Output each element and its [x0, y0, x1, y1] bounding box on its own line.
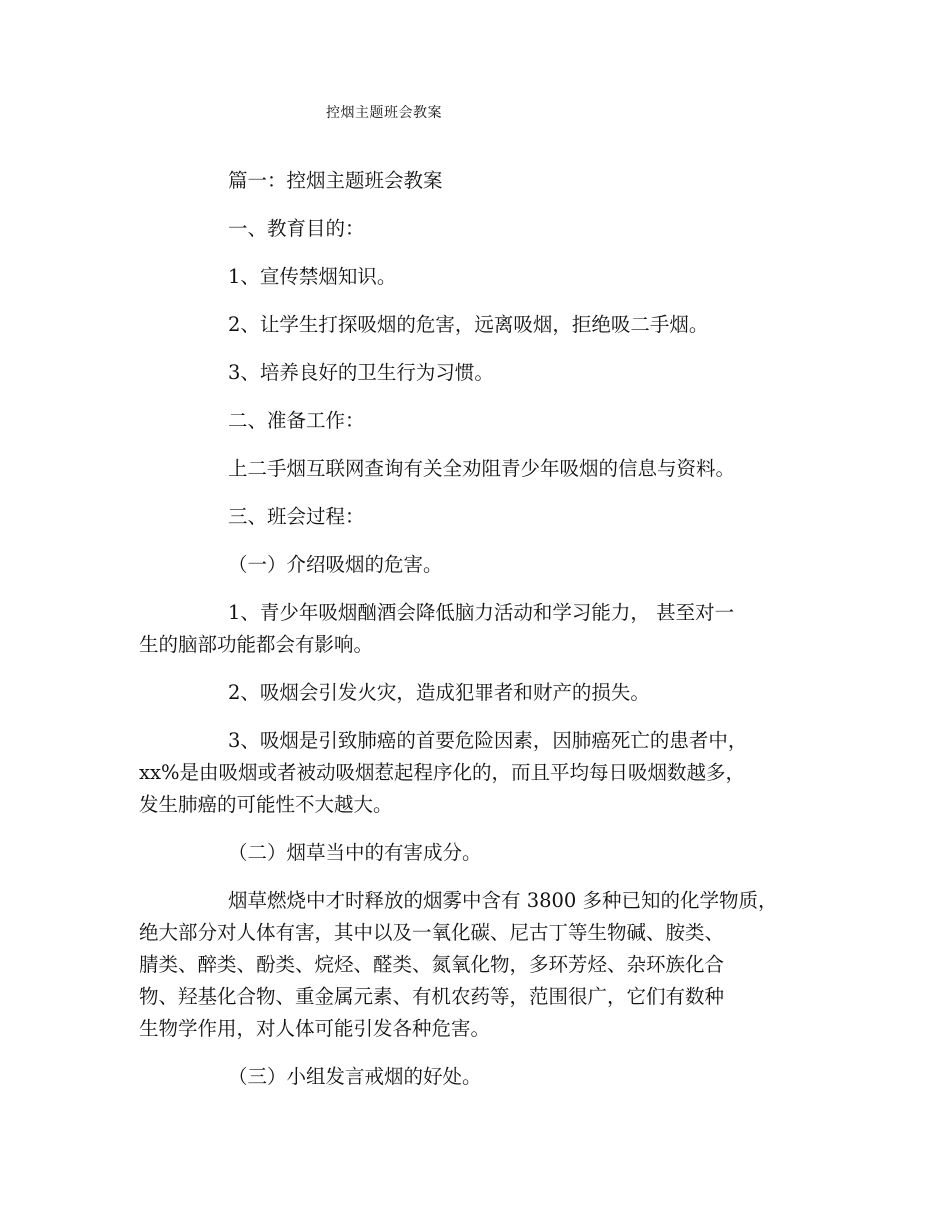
part1-item-1	[139, 597, 829, 661]
part1-item-3	[139, 725, 829, 821]
part1-heading: （一）介绍吸烟的危害。	[228, 553, 443, 576]
paragraph-line: 生的脑部功能都会有影响。	[139, 633, 374, 656]
part1-item-2: 2、吸烟会引发火灾，造成犯罪者和财产的损失。	[228, 681, 650, 704]
part2-text	[139, 885, 829, 1045]
paragraph-line: 腈类、醉类、酚类、烷烃、醛类、氮氧化物，多环芳烃、杂环族化合	[139, 953, 725, 976]
paragraph-line: 物、羟基化合物、重金属元素、有机农药等，范围很广，它们有数种	[139, 985, 725, 1008]
section1-item-1: 1、宣传禁烟知识。	[228, 265, 397, 288]
article-heading: 篇一：控烟主题班会教案	[228, 169, 443, 192]
part3-heading: （三）小组发言戒烟的好处。	[228, 1065, 482, 1088]
paragraph-line: 绝大部分对人体有害，其中以及一氧化碳、尼古丁等生物碱、胺类、	[139, 921, 725, 944]
paragraph-line: 发生肺癌的可能性不大越大。	[139, 793, 393, 816]
section1-item-3: 3、培养良好的卫生行为习惯。	[228, 361, 494, 384]
document-title: 控烟主题班会教案	[326, 105, 442, 121]
section2-heading: 二、准备工作：	[228, 409, 365, 432]
section1-item-2: 2、让学生打探吸烟的危害，远离吸烟，拒绝吸二手烟。	[228, 313, 709, 336]
section2-text: 上二手烟互联网查询有关全劝阻青少年吸烟的信息与资料。	[228, 457, 736, 480]
section3-heading: 三、班会过程：	[228, 505, 365, 528]
paragraph-line: 生物学作用，对人体可能引发各种危害。	[139, 1017, 491, 1040]
section1-heading: 一、教育目的：	[228, 217, 365, 240]
paragraph-line: 3、吸烟是引致肺癌的首要危险因素，因肺癌死亡的患者中，	[228, 729, 748, 752]
part2-heading: （二）烟草当中的有害成分。	[228, 841, 482, 864]
paragraph-line: 1、青少年吸烟酗酒会降低脑力活动和学习能力， 甚至对一	[228, 601, 735, 624]
paragraph-line: 烟草燃烧中才时释放的烟雾中含有 3800 多种已知的化学物质，	[228, 889, 778, 912]
paragraph-line: xx%是由吸烟或者被动吸烟惹起程序化的，而且平均每日吸烟数越多，	[139, 761, 746, 784]
